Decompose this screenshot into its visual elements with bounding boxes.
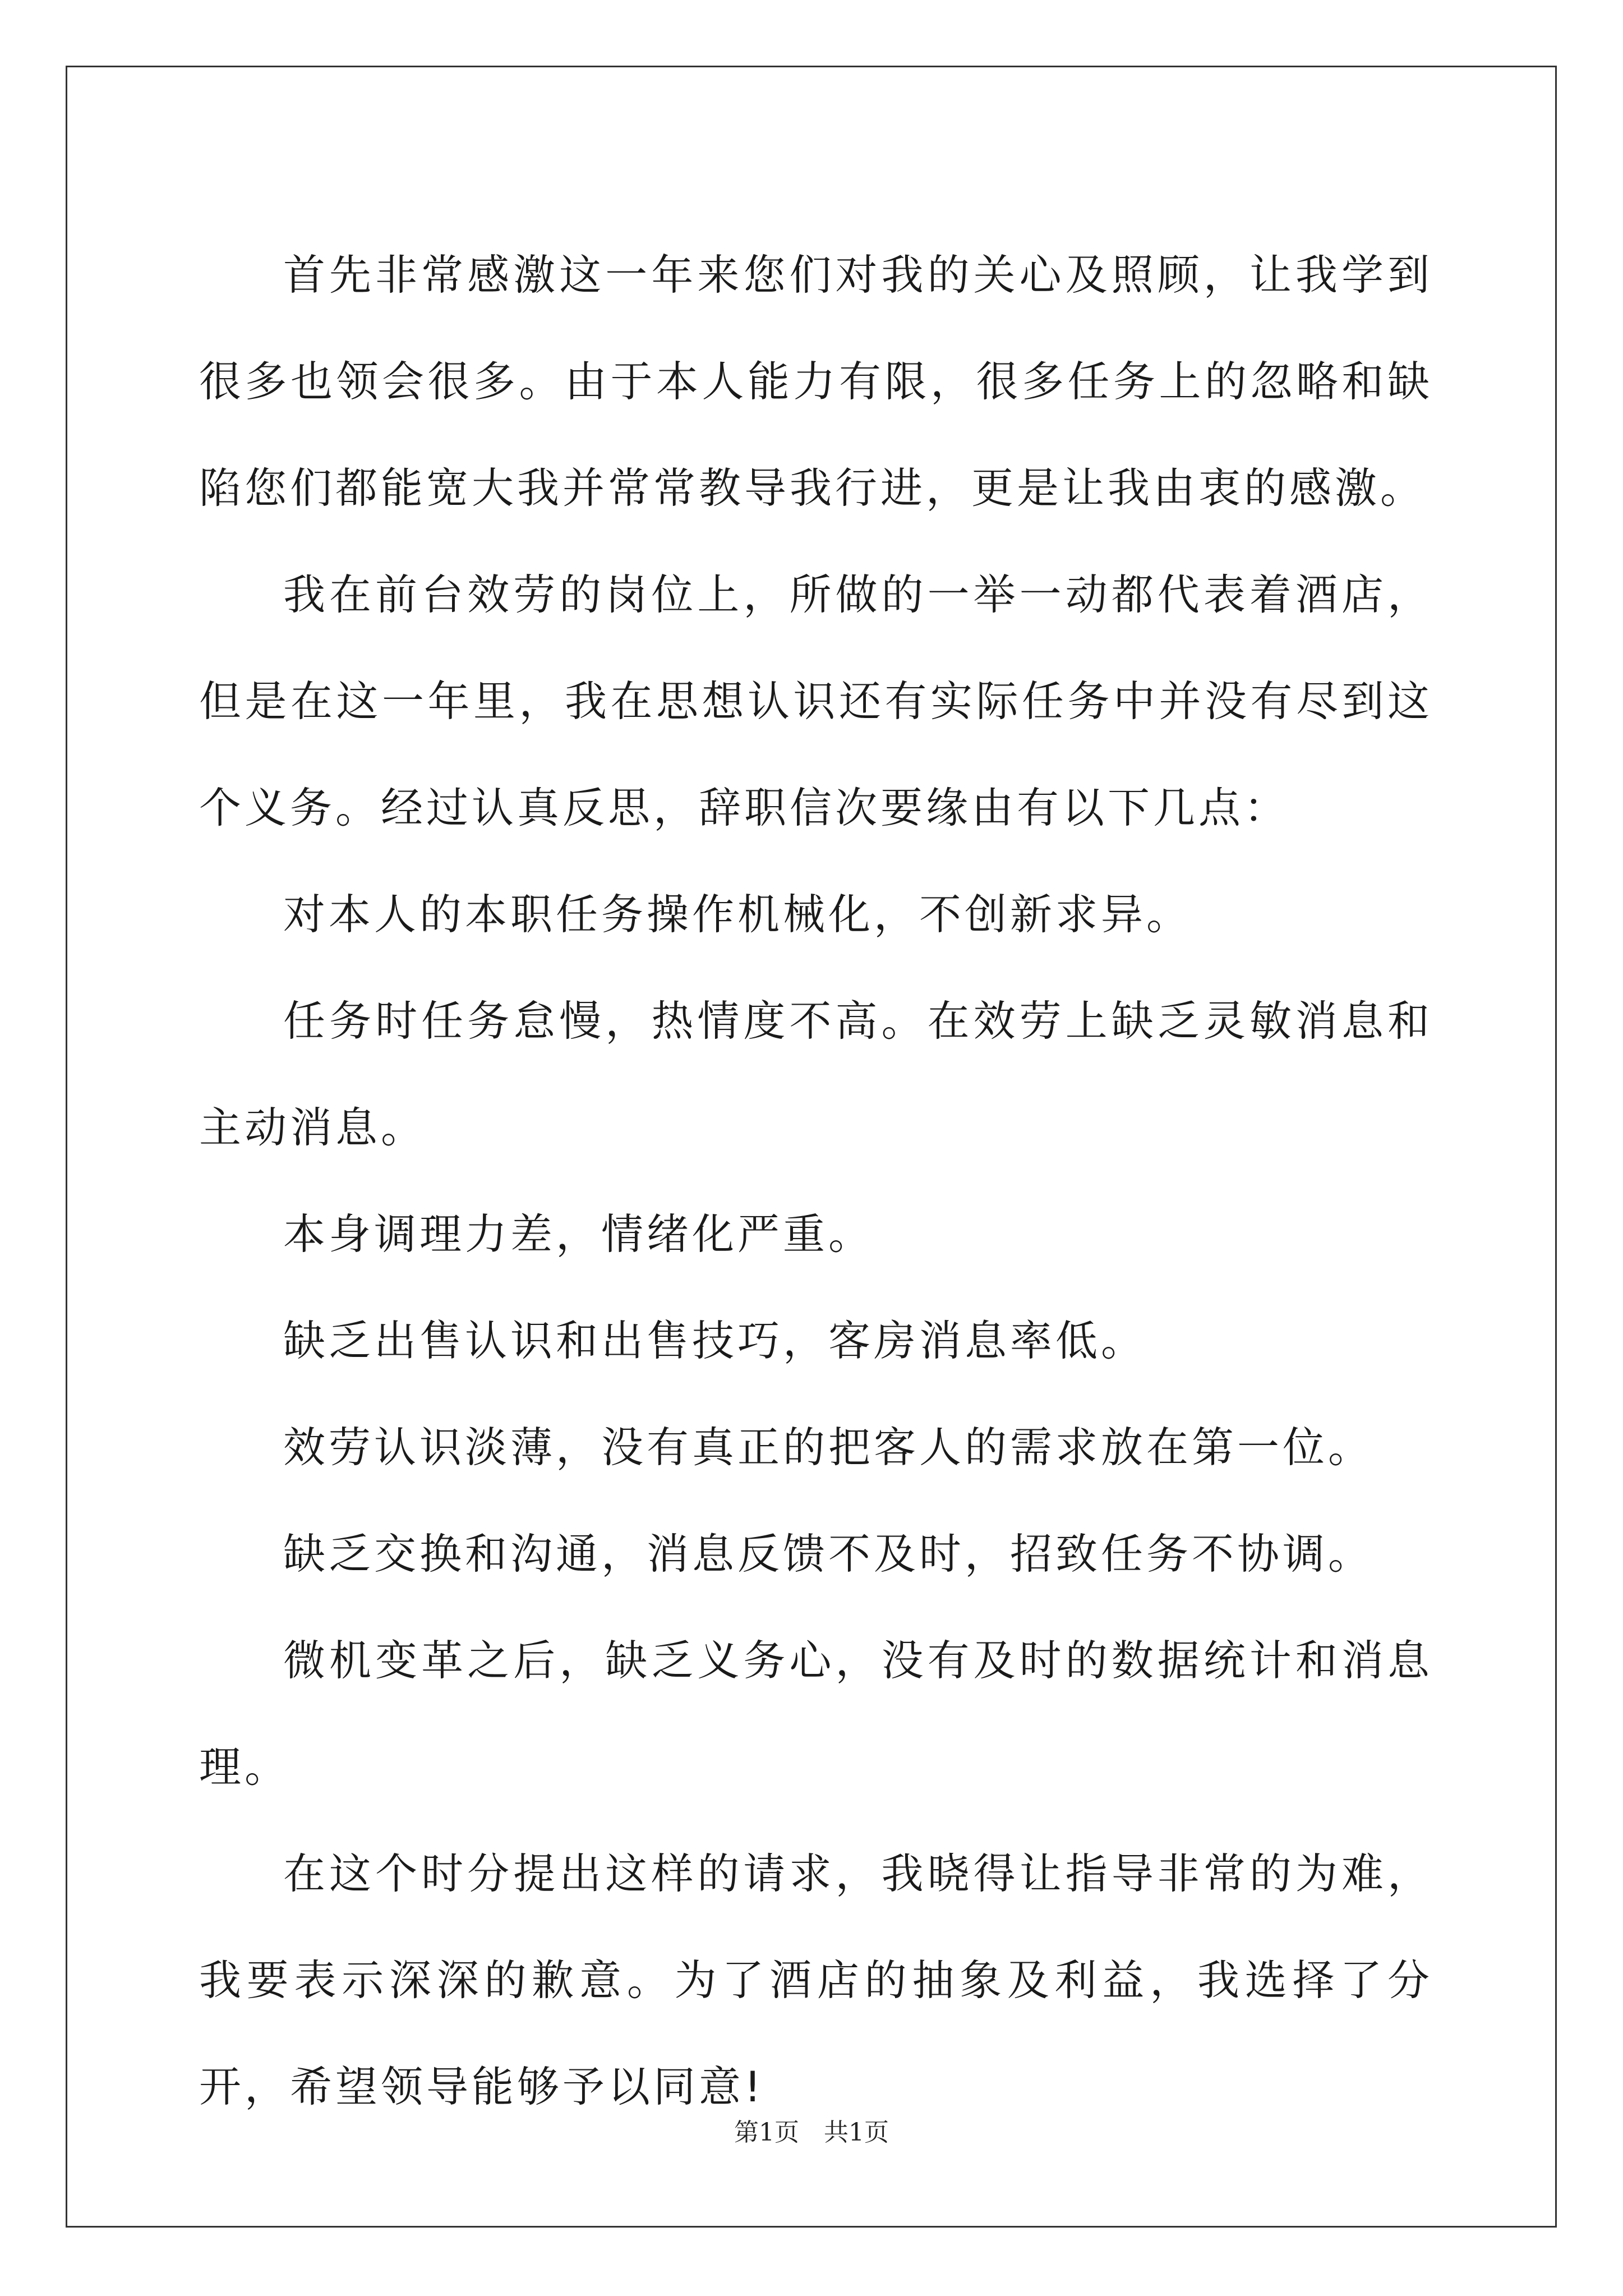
document-body bbox=[199, 222, 1433, 2140]
paragraph-2: 我在前台效劳的岗位上，所做的一举一动都代表着酒店，但是在这一年里，我在思想认识还有实际任务中并没有尽到这个义务。经过认真反思，辞职信次要缘由有以下几点： bbox=[199, 570, 1433, 832]
paragraph-5: 本身调理力差，情绪化严重。 bbox=[283, 1209, 874, 1259]
paragraph-7: 效劳认识淡薄，没有真正的把客人的需求放在第一位。 bbox=[283, 1423, 1374, 1472]
paragraph-1: 首先非常感激这一年来您们对我的关心及照顾，让我学到很多也领会很多。由于本人能力有限，很多任务上的忽略和缺陷您们都能宽大我并常常教导我行进，更是让我由衷的感激。 bbox=[199, 250, 1433, 513]
paragraph-9: 微机变革之后，缺乏义务心，没有及时的数据统计和消息理。 bbox=[199, 1636, 1433, 1792]
page-number-footer: 第1页 共1页 bbox=[734, 2118, 889, 2147]
paragraph-10: 在这个时分提出这样的请求，我晓得让指导非常的为难，我要表示深深的歉意。为了酒店的抽象及利益，我选择了分开，希望领导能够予以同意! bbox=[199, 1849, 1433, 2111]
paragraph-3: 对本人的本职任务操作机械化，不创新求异。 bbox=[283, 890, 1192, 939]
paragraph-4: 任务时任务怠慢，热情度不高。在效劳上缺乏灵敏消息和主动消息。 bbox=[199, 996, 1433, 1152]
paragraph-6: 缺乏出售认识和出售技巧，客房消息率低。 bbox=[283, 1316, 1147, 1365]
paragraph-8: 缺乏交换和沟通，消息反馈不及时，招致任务不协调。 bbox=[283, 1529, 1374, 1579]
